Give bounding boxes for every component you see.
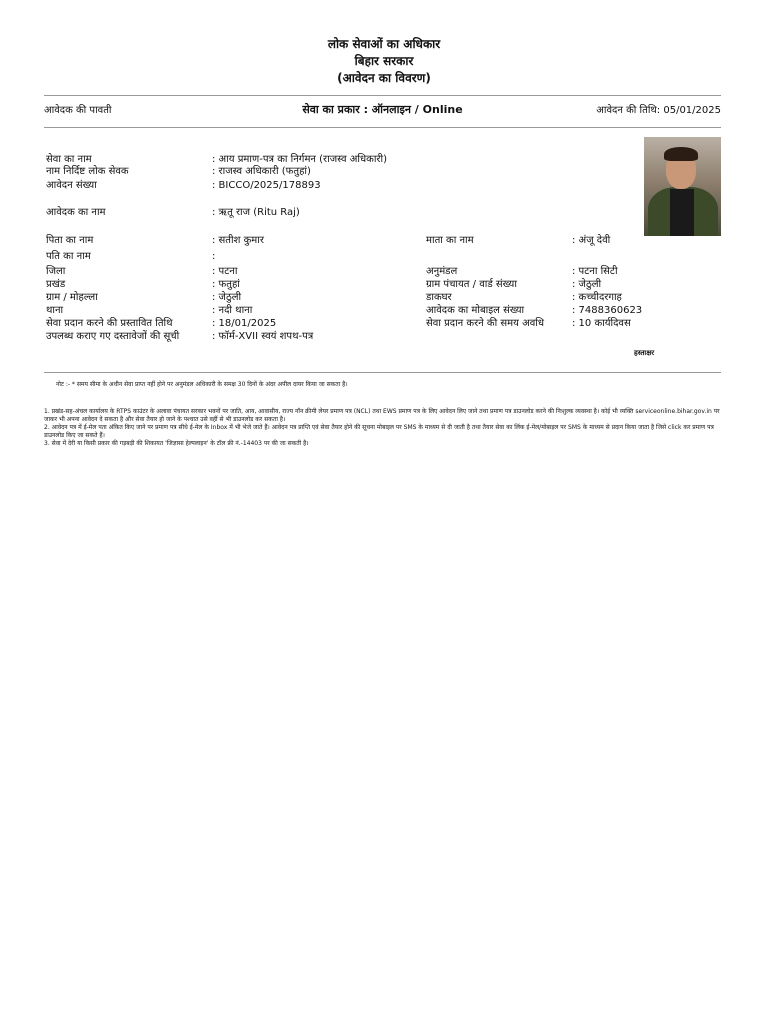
field-label: उपलब्ध कराए गए दस्तावेजों की सूची <box>46 331 180 342</box>
field-value: : आय प्रमाण-पत्र का निर्गमन (राजस्व अधिकारी) <box>212 154 388 165</box>
field-value: : फॉर्म-XVII स्वयं शपथ-पत्र <box>212 331 314 342</box>
photo-shirt <box>670 189 694 236</box>
field-label: सेवा प्रदान करने की प्रस्तावित तिथि <box>46 318 173 329</box>
field-value: : 18/01/2025 <box>212 318 277 329</box>
field-label: माता का नाम <box>426 235 474 246</box>
field-value: : BICCO/2025/178893 <box>212 180 321 191</box>
field-label: सेवा प्रदान करने की समय अवधि <box>426 318 545 329</box>
field-label: डाकघर <box>426 292 452 303</box>
field-label: ग्राम / मोहल्ला <box>46 292 98 303</box>
field-label: ग्राम पंचायत / वार्ड संख्या <box>426 279 517 290</box>
field-label: नाम निर्दिष्ट लोक सेवक <box>46 166 129 177</box>
field-label: आवेदक का नाम <box>46 207 106 218</box>
field-label: थाना <box>46 305 64 316</box>
field-value: : नदी थाना <box>212 305 253 316</box>
bottom-divider <box>44 372 721 373</box>
field-value: : जेठुली <box>572 279 602 290</box>
field-value: : कच्चीदरगाह <box>572 292 622 303</box>
field-label: अनुमंडल <box>426 266 458 277</box>
field-value: : जेठुली <box>212 292 242 303</box>
photo-hair <box>664 147 698 161</box>
header-subtitle: बिहार सरकार <box>354 54 414 68</box>
document-header <box>0 36 768 87</box>
field-label: आवेदन संख्या <box>46 180 97 191</box>
footnotes <box>44 408 724 448</box>
field-value: : सतीश कुमार <box>212 235 264 246</box>
top-divider <box>44 95 721 96</box>
footnote-item: 2. आवेदन पत्र में ई-मेल पता अंकित किए जाने पर प्रमाण पत्र सीधे ई-मेल के Inbox में भी भेजे जाते हैं। आवेदन पत्र प्राप्ति एवं सेवा तैयार होने की सूचना मोबाइल पर SMS के माध्यम से दी जाती है तथा तैयार सेवा का लिंक ई-मेल/मोबाइल पर SMS के माध्यम से प्रदान किया जाता है जिसे click कर प्रमाण पत्र डाउनलोड किए जा सकते हैं। <box>44 424 714 439</box>
signature-label: हस्ताक्षर <box>634 349 655 357</box>
field-label: पति का नाम <box>46 251 91 262</box>
field-value: : पटना सिटी <box>572 266 618 277</box>
application-date: आवेदन की तिथि: 05/01/2025 <box>596 105 721 116</box>
field-value: : फतुहां <box>212 279 240 290</box>
receipt-label: आवेदक की पावती <box>44 105 112 116</box>
field-label: आवेदक का मोबाइल संख्या <box>426 305 525 316</box>
receipt-strip <box>44 102 721 118</box>
field-label: प्रखंड <box>46 279 66 290</box>
field-value: : 7488360623 <box>572 305 643 316</box>
strip-divider <box>44 127 721 128</box>
field-label: पिता का नाम <box>46 235 94 246</box>
footnote-item: 1. प्रखंड-सह-अंचल कार्यालय के RTPS काउंटर के अलावा पंचायत सरकार भवनों पर जाति, आय, आवासीय, राज्य नॉन क्रीमी लेयर प्रमाण पत्र (NCL) तथा EWS प्रमाण पत्र के लिए आवेदन लिए जाने तथा प्रमाण पत्र डाउनलोड करने की निःशुल्क व्यवस्था है। कोई भी व्यक्ति serviceonline.bihar.gov.in पर जाकर भी अपना आवेदन दे सकता है और सेवा तैयार हो जाने के पश्चात उसे वहीं से भी डाउनलोड कर सकता है। <box>44 408 720 423</box>
field-value: : अंजू देवी <box>572 235 611 246</box>
field-label: जिला <box>46 266 66 277</box>
field-value: : पटना <box>212 266 238 277</box>
field-value: : <box>212 251 216 262</box>
field-value: : राजस्व अधिकारी (फतुहां) <box>212 166 311 177</box>
header-caption: (आवेदन का विवरण) <box>337 71 431 85</box>
footnote-item: 3. सेवा में देरी या किसी प्रकार की गड़बड़ी की शिकायत 'जिज्ञासा हेल्पलाइन' के टॉल फ्री नं.-14403 पर की जा सकती है। <box>44 440 309 447</box>
header-title: लोक सेवाओं का अधिकार <box>327 37 441 51</box>
field-label: सेवा का नाम <box>46 154 92 165</box>
field-value: : 10 कार्यदिवस <box>572 318 631 329</box>
appeal-note: नोट :- * समय सीमा के अधीन सेवा प्राप्त नहीं होने पर अनुमंडल अधिकारी के समक्ष 30 दिनों के अंदर अपील दायर किया जा सकता है। <box>56 381 348 388</box>
applicant-photo <box>644 137 721 236</box>
service-type: सेवा का प्रकार : ऑनलाइन / Online <box>302 103 463 116</box>
field-value: : ऋतू राज (Ritu Raj) <box>212 207 300 218</box>
